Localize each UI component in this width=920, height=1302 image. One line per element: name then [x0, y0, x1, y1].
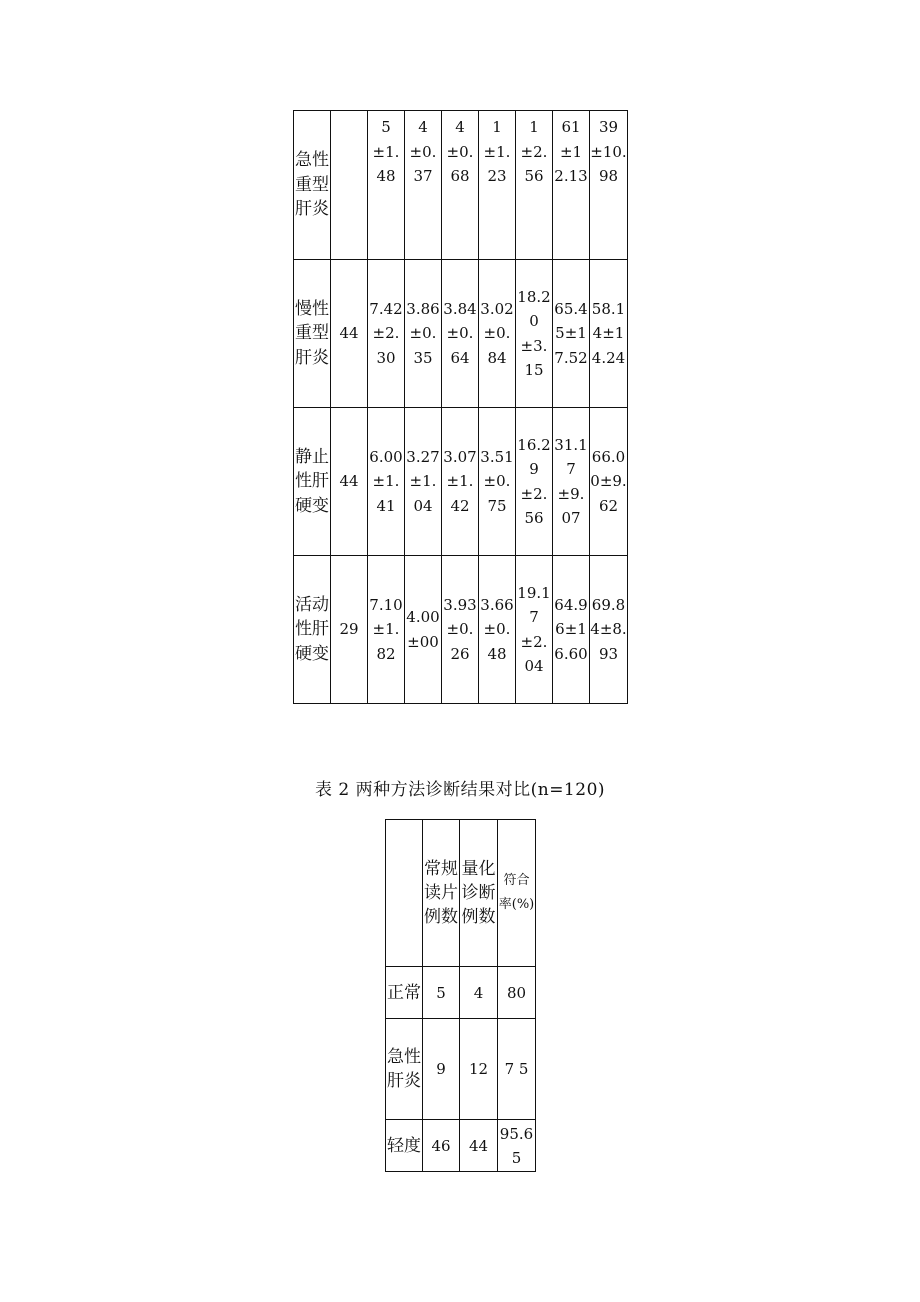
value-cell: 6.00±1.41: [368, 408, 405, 556]
row-label: 活动性肝硬变: [294, 556, 331, 704]
header-agreement-rate: 符合率(%): [498, 820, 536, 967]
value-cell: 39±10.98: [590, 111, 628, 260]
value-cell: 3.27±1.04: [405, 408, 442, 556]
value-cell: 1±2.56: [516, 111, 553, 260]
header-cell-empty: [386, 820, 423, 967]
value-cell: 3.07±1.42: [442, 408, 479, 556]
value-cell: 64.96±16.60: [553, 556, 590, 704]
value-cell: 58.14±14.24: [590, 260, 628, 408]
value-cell: 3.86±0.35: [405, 260, 442, 408]
case-count-cell: 44: [331, 408, 368, 556]
header-routine-reading: 常规读片例数: [423, 820, 460, 967]
value-cell: 3.66±0.48: [479, 556, 516, 704]
value-cell: 4±0.37: [405, 111, 442, 260]
row-label: 慢性重型肝炎: [294, 260, 331, 408]
table-row: [386, 1120, 536, 1172]
value-cell: 3.51±0.75: [479, 408, 516, 556]
table-row: [294, 260, 628, 408]
value-cell: 3.84±0.64: [442, 260, 479, 408]
value-cell: 16.29±2.56: [516, 408, 553, 556]
value-cell: 46: [423, 1120, 460, 1172]
table-row: [294, 408, 628, 556]
value-cell: 7.10±1.82: [368, 556, 405, 704]
value-cell: 7.42±2.30: [368, 260, 405, 408]
value-cell: 80: [498, 967, 536, 1019]
diagnosis-comparison-table: [385, 819, 536, 1172]
value-cell: 69.84±8.93: [590, 556, 628, 704]
table-row: [386, 1019, 536, 1120]
value-cell: 5±1.48: [368, 111, 405, 260]
value-cell: 65.45±17.52: [553, 260, 590, 408]
value-cell: 5: [423, 967, 460, 1019]
row-label: 正常: [386, 967, 423, 1019]
liver-disease-stats-table: [293, 110, 628, 704]
value-cell: 4.00±00: [405, 556, 442, 704]
value-cell: 18.20±3.15: [516, 260, 553, 408]
row-label: 急性肝炎: [386, 1019, 423, 1120]
value-cell: 12: [460, 1019, 498, 1120]
value-cell: 66.00±9.62: [590, 408, 628, 556]
value-cell: 3.02±0.84: [479, 260, 516, 408]
value-cell: 1±1.23: [479, 111, 516, 260]
value-cell: 4: [460, 967, 498, 1019]
value-cell: 3.93±0.26: [442, 556, 479, 704]
value-cell: 9: [423, 1019, 460, 1120]
case-count-cell: [331, 111, 368, 260]
table-caption: 表 2 两种方法诊断结果对比(n=120): [314, 780, 606, 800]
value-cell: 95.65: [498, 1120, 536, 1172]
table-row: [294, 111, 628, 260]
value-cell: 4±0.68: [442, 111, 479, 260]
value-cell: 19.17±2.04: [516, 556, 553, 704]
case-count-cell: 29: [331, 556, 368, 704]
table-row: [386, 967, 536, 1019]
case-count-cell: 44: [331, 260, 368, 408]
row-label: 静止性肝硬变: [294, 408, 331, 556]
row-label: 急性重型肝炎: [294, 111, 331, 260]
header-row: [386, 820, 536, 967]
table-row: [294, 556, 628, 704]
value-cell: 7 5: [498, 1019, 536, 1120]
header-quantitative-diagnosis: 量化诊断例数: [460, 820, 498, 967]
value-cell: 31.17±9.07: [553, 408, 590, 556]
row-label: 轻度: [386, 1120, 423, 1172]
value-cell: 44: [460, 1120, 498, 1172]
value-cell: 61±12.13: [553, 111, 590, 260]
